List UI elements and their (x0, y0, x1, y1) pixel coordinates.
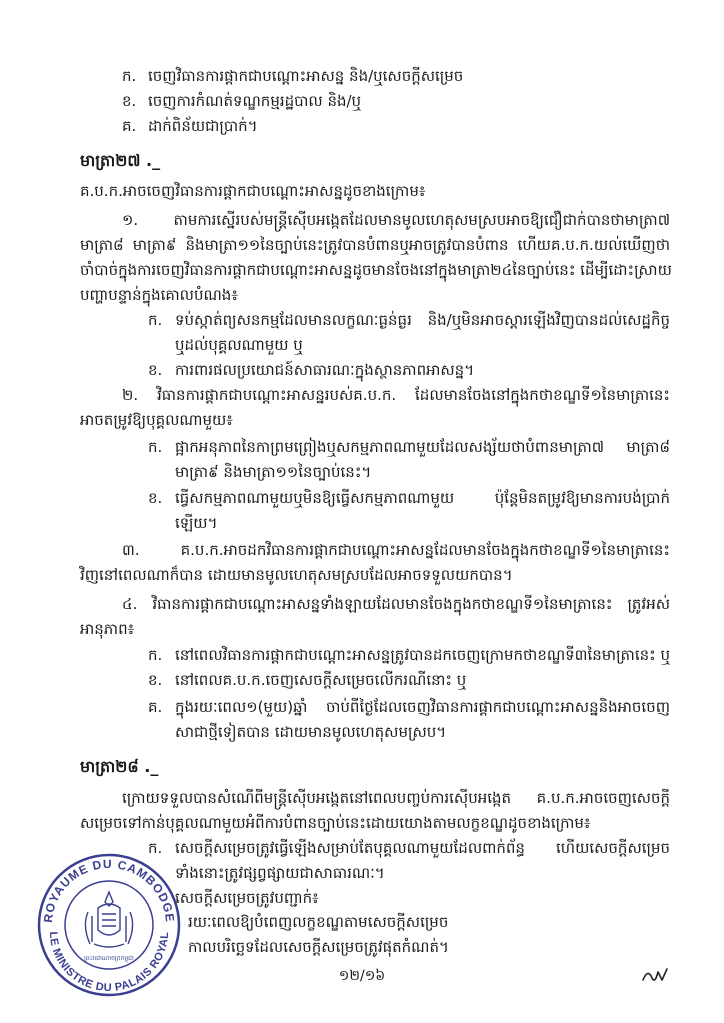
handwritten-initials (640, 964, 670, 986)
list-marker: ខ. (122, 92, 137, 110)
seal-inner-text: ព្រះរាជាណាចក្រកម្ពុជា (84, 955, 134, 962)
paragraph-line: កាលបរិច្ឆេទដែលសេចក្តីសម្រេចត្រូវផុតកំណត់។ (188, 938, 449, 956)
list-item-text: ផ្អាកអនុភាពនៃកាព្រមព្រៀងឬសកម្មភាពណាមួយដែលសង្ស័យថាបំពានមាត្រា៧ មាត្រា៨ (175, 438, 670, 456)
paragraph-line: សេចក្តីសម្រេចត្រូវបញ្ជាក់៖ (175, 889, 319, 907)
list-item-text: សាជាថ្មីទៀតបាន ដោយមានមូលហេតុសមស្រប។ (175, 723, 447, 741)
paragraph-line: វិញនៅពេលណាក៏បាន ដោយមានមូលហេតុសមស្របដែលអាចទទួលយកបាន។ (80, 566, 513, 584)
paragraph-line: បញ្ហាបន្ទាន់ក្នុងគោលបំណង៖ (80, 286, 238, 304)
paragraph-line: ២. វិធានការផ្តាកជាបណ្តោះអាសន្នរបស់គ.ប.ក. ដែលមានចែងនៅក្នុងកថាខណ្ឌទី១នៃមាត្រានេះ (122, 386, 670, 404)
list-item-text: នៅពេលគ.ប.ក.ចេញសេចក្តីសម្រេចលើករណីនោះ ឬ (175, 671, 467, 689)
list-marker: គ. (122, 117, 137, 135)
list-marker: ក. (148, 438, 163, 456)
paragraph-line: ក្រោយទទួលបានសំណើពីមន្ត្រីស៊ើបអង្កេតនៅពេលបញ្ចប់ការស៊ើបអង្កេត គ.ប.ក.អាចចេញសេចក្តី (122, 789, 670, 807)
list-item-text: ចេញការកំណត់ទណ្ឌកម្មរដ្ឋបាល និង/ឬ (148, 92, 362, 110)
list-item-text: ដាក់ពិន័យជាប្រាក់។ (148, 117, 258, 135)
list-marker: ខ. (148, 361, 163, 379)
list-marker: ក. (148, 646, 163, 664)
list-marker: ក. (122, 67, 137, 85)
list-marker: ខ. (148, 489, 163, 507)
list-marker: ក. (148, 839, 163, 857)
seal-top-text: ROYAUME DU CAMBODGE (40, 856, 178, 924)
paragraph-line: សម្រេចទៅកាន់បុគ្គលណាមួយអំពីការបំពានច្បាប់នេះដោយយោងតាមលក្ខខណ្ឌដូចខាងក្រោម៖ (80, 814, 591, 832)
paragraph-line: ១. តាមការស្នើរបស់មន្ត្រីស៊ើបអង្កេតដែលមានមូលហេតុសមស្របអាចឱ្យជឿជាក់បានថាមាត្រា៧ (122, 211, 670, 229)
list-item-text: ទប់ស្កាត់ព្យសនកម្មដែលមានលក្ខណៈធ្ងន់ធ្ងរ និង/ឬមិនអាចស្តារឡើងវិញបានដល់សេដ្ឋកិច្ច (175, 311, 670, 329)
paragraph-line: ៤. វិធានការផ្តាកជាបណ្តោះអាសន្នទាំងឡាយដែលមានចែងក្នុងកថាខណ្ឌទី១នៃមាត្រានេះ ត្រូវអស់ (122, 595, 670, 613)
paragraph-line: អានុភាព៖ (80, 620, 135, 638)
list-item-text: ចេញវិធានការផ្តាកជាបណ្តោះអាសន្ន និង/ឬសេចក្តីសម្រេច (148, 67, 464, 85)
list-item-text: សេចក្តីសម្រេចត្រូវធ្វើឡើងសម្រាប់តែបុគ្គលណាមួយដែលពាក់ព័ន្ធ ហើយសេចក្តីសម្រេច (175, 839, 670, 857)
list-item-text: នៅពេលវិធានការផ្តាកជាបណ្តោះអាសន្នត្រូវបានដកចេញក្រោមកថាខណ្ឌទី៣នៃមាត្រានេះ ឬ (175, 646, 670, 664)
page-number: ១២/១៦ (338, 968, 386, 984)
list-marker: គ. (148, 698, 163, 716)
list-item-text: ឡើយ។ (175, 514, 218, 532)
list-item-text: ទាំងនោះត្រូវផ្សព្វផ្សាយជាសាធារណៈ។ (175, 864, 385, 882)
list-marker: ក. (148, 311, 163, 329)
list-item-text: ការពារផលប្រយោជន៍សាធារណៈក្នុងស្ថានភាពអាសន្ន។ (175, 361, 475, 379)
paragraph-line: រយៈពេលឱ្យបំពេញលក្ខខណ្ឌតាមសេចក្តីសម្រេច (188, 913, 449, 931)
article-27-heading: មាត្រា២៧ ._ (80, 151, 161, 170)
article-27-intro: គ.ប.ក.អាចចេញវិធានការផ្តាកជាបណ្តោះអាសន្នដូចខាងក្រោម៖ (80, 182, 426, 200)
paragraph-line: អាចតម្រូវឱ្យបុគ្គលណាមួយ៖ (80, 411, 233, 429)
paragraph-line: មាត្រា៨ មាត្រា៩ និងមាត្រា១១នៃច្បាប់នេះត្រូវបានបំពានឬអាចត្រូវបានបំពាន ហើយគ.ប.ក.យល់ឃើញថា (80, 236, 670, 254)
seal-bottom-text: LE MINISTRE DU PALAIS ROYAL (46, 931, 172, 995)
list-item-text: ធ្វើសកម្មភាពណាមួយឬមិនឱ្យធ្វើសកម្មភាពណាមួយ ប៉ុន្តែមិនតម្រូវឱ្យមានការបង់ប្រាក់ (175, 489, 670, 507)
paragraph-line: ចាំបាច់ក្នុងការចេញវិធានការផ្តាកជាបណ្តោះអាសន្នដូចមានចែងនៅក្នុងមាត្រា២៤នៃច្បាប់នេះ ដើម្បីដោះស្រាយ (80, 261, 672, 279)
list-marker: ខ. (148, 671, 163, 689)
royal-emblem-icon (85, 892, 132, 947)
list-item-text: ឬដល់បុគ្គលណាមួយ ឬ (175, 336, 303, 354)
paragraph-line: ៣. គ.ប.ក.អាចដកវិធានការផ្តាកជាបណ្តោះអាសន្នដែលមានចែងក្នុងកថាខណ្ឌទី១នៃមាត្រានេះ (122, 541, 670, 559)
list-item-text: ក្នុងរយៈពេល១(មួយ)ឆ្នាំ ចាប់ពីថ្ងៃដែលចេញវិធានការផ្តាកជាបណ្តោះអាសន្ននិងអាចចេញ (175, 698, 670, 716)
list-item-text: មាត្រា៩ និងមាត្រា១១នៃច្បាប់នេះ។ (175, 463, 372, 481)
article-28-heading: មាត្រា២៨ ._ (80, 757, 159, 776)
